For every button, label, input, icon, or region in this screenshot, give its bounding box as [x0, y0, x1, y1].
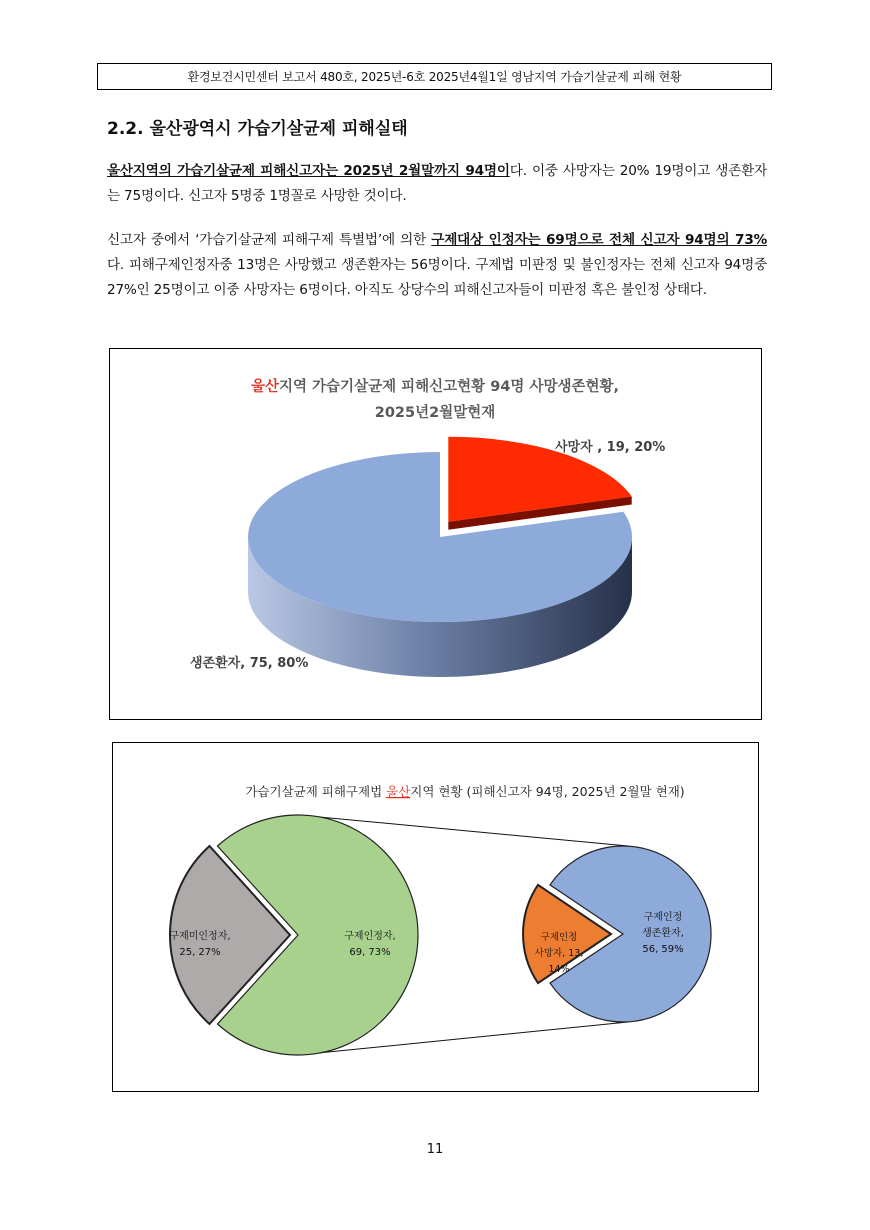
report-header	[97, 63, 772, 90]
paragraph-relief-part2: 다. 피해구제인정자중 13명은 사망했고 생존환자는 56명이다. 구제법 미판정 및 불인정자는 전체 신고자 94명중 27%인 25명이고 이중 사망자는 6명이다. 아직도 상당수의 피해신고자들이 미판정 혹은 불인정 상태다.	[107, 257, 767, 298]
chart1-marks	[248, 437, 632, 677]
chart2-label-unapproved-line1: 구제미인정자,	[169, 931, 231, 942]
chart-relief-status-svg	[113, 743, 758, 1091]
chart2-label-deceased-line2: 사망자, 13,	[534, 948, 584, 959]
page-number: 11	[426, 1142, 444, 1157]
chart2-label-approved-line2: 69, 73%	[349, 947, 391, 958]
chart2-marks	[170, 815, 711, 1055]
chart1-label-deceased: 사망자 , 19, 20%	[555, 440, 666, 455]
chart2-title-suffix: 지역 현황 (피해신고자 94명, 2025년 2월말 현재)	[410, 784, 685, 799]
chart1-title-rest: 지역 가습기살균제 피해신고현황 94명 사망생존현황,	[278, 379, 620, 395]
paragraph-relief-emphasis: 구제대상 인정자는 69명으로 전체 신고자 94명의 73%	[431, 232, 767, 248]
chart2-label-survivor-line2: 생존환자,	[642, 928, 684, 939]
chart2-label-survivor-line3: 56, 59%	[642, 944, 684, 955]
paragraph-summary-rest: 다. 이중 사망자는 20% 19명이고 생존환자는 75명이다. 신고자 5명중 1명꼴로 사망한 것이다.	[107, 163, 767, 204]
chart-relief-status	[112, 742, 759, 1092]
chart2-title	[245, 784, 684, 799]
paragraph-summary	[107, 159, 767, 209]
chart-deceased-survivor	[109, 348, 762, 720]
chart2-label-survivor-line1: 구제인정	[643, 912, 683, 923]
paragraph-relief-part1: 신고자 중에서 ‘가습기살균제 피해구제 특별법’에 의한	[107, 232, 432, 248]
report-header-text: 환경보건시민센터 보고서 480호, 2025년-6호 2025년4월1일 영남지역 가습기살균제 피해 현황	[187, 70, 682, 84]
chart2-title-highlight: 울산	[386, 784, 411, 799]
section-title: 2.2. 울산광역시 가습기살균제 피해실태	[107, 119, 408, 139]
chart2-title-prefix: 가습기살균제 피해구제법	[245, 784, 387, 799]
chart2-label-deceased-line3: 14%	[548, 964, 570, 975]
chart1-label-survivor: 생존환자, 75, 80%	[190, 656, 309, 671]
paragraph-relief-status	[107, 228, 767, 303]
chart1-title-line2: 2025년2월말현재	[374, 405, 496, 421]
chart2-label-deceased-line1: 구제인정	[540, 932, 578, 943]
chart2-label-unapproved-line2: 25, 27%	[179, 947, 221, 958]
paragraph-summary-emphasis: 울산지역의 가습기살균제 피해신고자는 2025년 2월말까지 94명이	[107, 163, 510, 179]
chart2-label-approved-line1: 구제인정자,	[344, 931, 396, 942]
chart1-title-highlight: 울산	[250, 379, 279, 395]
chart1-title-line1	[251, 377, 619, 395]
chart-deceased-survivor-svg	[110, 349, 761, 719]
